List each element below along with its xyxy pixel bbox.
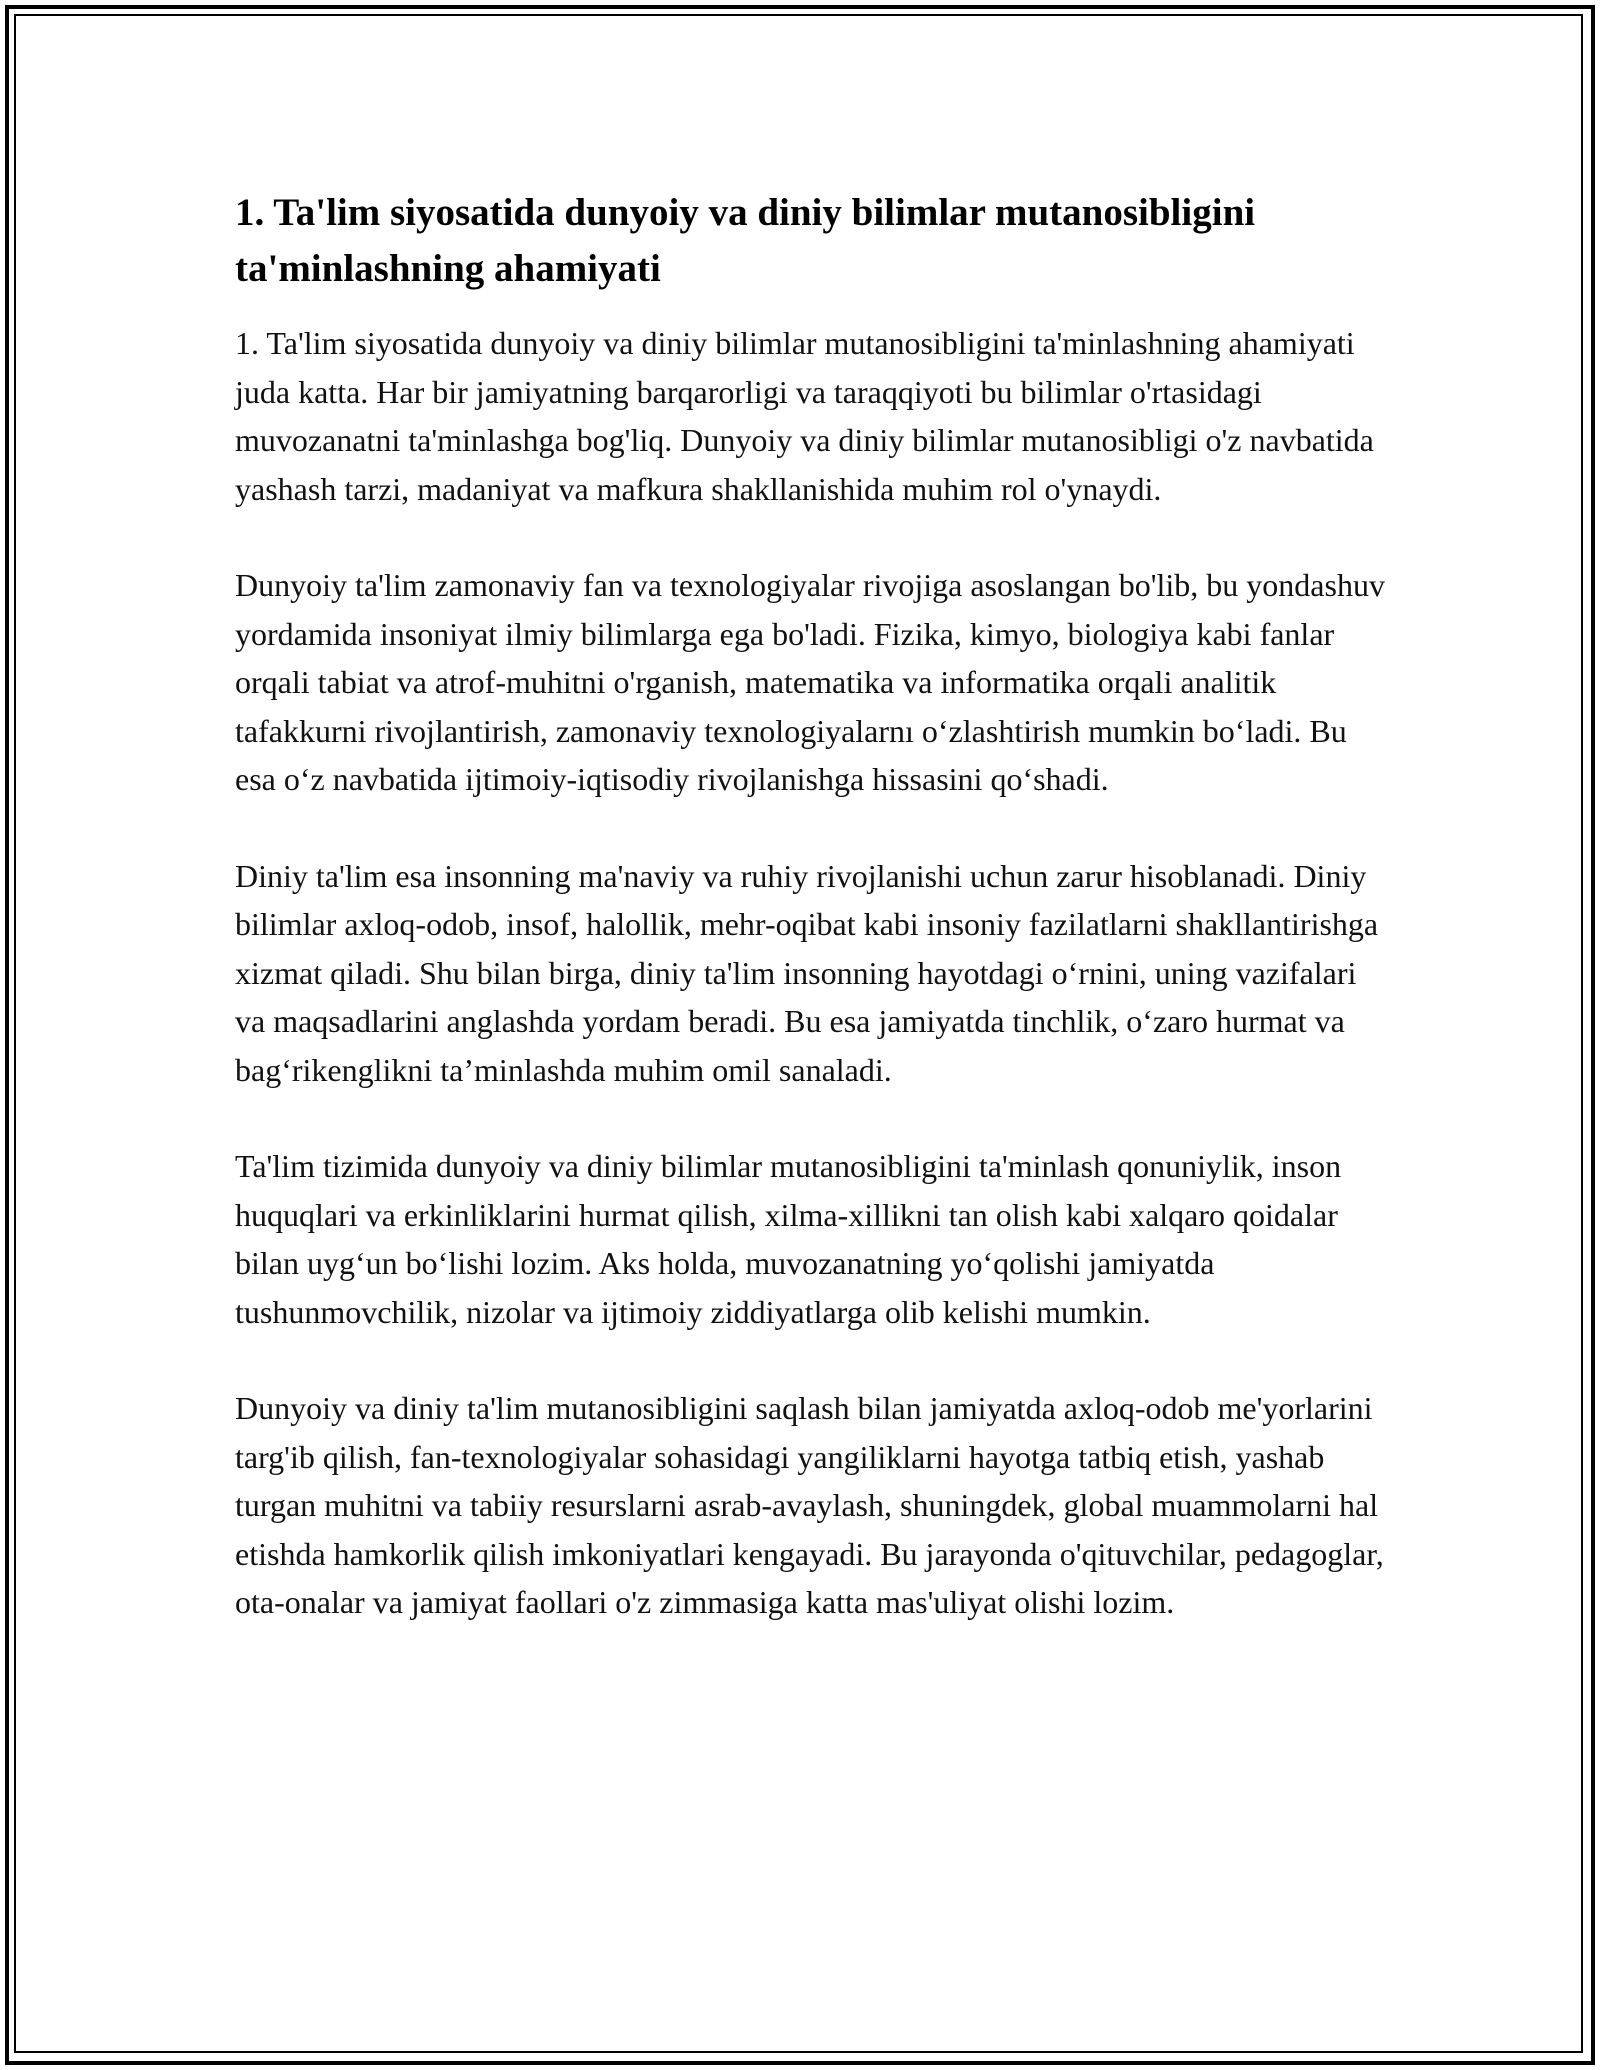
- document-title: 1. Ta'lim siyosatida dunyoiy va diniy bilimlar mutanosibligini ta'minlashning ahamiyati: [235, 191, 1256, 290]
- document-body: [235, 185, 1385, 1675]
- paragraph-2: Dunyoiy ta'lim zamonaviy fan va texnologiyalar rivojiga asoslangan bo'lib, bu yondashuv yordamida insoniyat ilmiy bilimlarga ega bo'ladi. Fizika, kimyo, biologiya kabi fanlar orqali tabiat va atrof-muhitni o'rganish, matematika va informatika orqali analitik tafakkurni rivojlantirish, zamonaviy texnologiyalarnı o‘zlashtirish mumkin bo‘ladi. Bu esa o‘z navbatida ijtimoiy-iqtisodiy rivojlanishga hissasini qo‘shadi.: [235, 567, 1385, 797]
- paragraph-3: Diniy ta'lim esa insonning ma'naviy va ruhiy rivojlanishi uchun zarur hisoblanadi. Diniy bilimlar axloq-odob, insof, halollik, mehr-oqibat kabi insoniy fazilatlarni shakllantirishga xizmat qiladi. Shu bilan birga, diniy ta'lim insonning hayotdagi o‘rnini, uning vazifalari va maqsadlarini anglashda yordam beradi. Bu esa jamiyatda tinchlik, o‘zaro hurmat va bag‘rikenglikni ta’minlashda muhim omil sanaladi.: [235, 857, 1379, 1088]
- paragraph-4: Ta'lim tizimida dunyoiy va diniy bilimlar mutanosibligini ta'minlash qonuniylik, inson huquqlari va erkinliklarini hurmat qilish, xilma-xillikni tan olish kabi xalqaro qoidalar bilan uyg‘un bo‘lishi lozim. Aks holda, muvozanatning yo‘qolishi jamiyatda tushunmovchilik, nizolar va ijtimoiy ziddiyatlarga olib kelishi mumkin.: [235, 1148, 1342, 1330]
- paragraph-5: Dunyoiy va diniy ta'lim mutanosibligini saqlash bilan jamiyatda axloq-odob me'yorlarini targ'ib qilish, fan-texnologiyalar sohasidagi yangiliklarni hayotga tatbiq etish, yashab turgan muhitni va tabiiy resurslarni asrab-avaylash, shuningdek, global muammolarni hal etishda hamkorlik qilish imkoniyatlari kengayadi. Bu jarayonda o'qituvchilar, pedagoglar, ota-onalar va jamiyat faollari o'z zimmasiga katta mas'uliyat olishi lozim.: [235, 1390, 1384, 1620]
- paragraph-1: 1. Ta'lim siyosatida dunyoiy va diniy bilimlar mutanosibligini ta'minlashning ahamiyati juda katta. Har bir jamiyatning barqarorligi va taraqqiyoti bu bilimlar o'rtasidagi muvozanatni ta'minlashga bog'liq. Dunyoiy va diniy bilimlar mutanosibligi o'z navbatida yashash tarzi, madaniyat va mafkura shakllanishida muhim rol o'ynaydi.: [235, 325, 1374, 507]
